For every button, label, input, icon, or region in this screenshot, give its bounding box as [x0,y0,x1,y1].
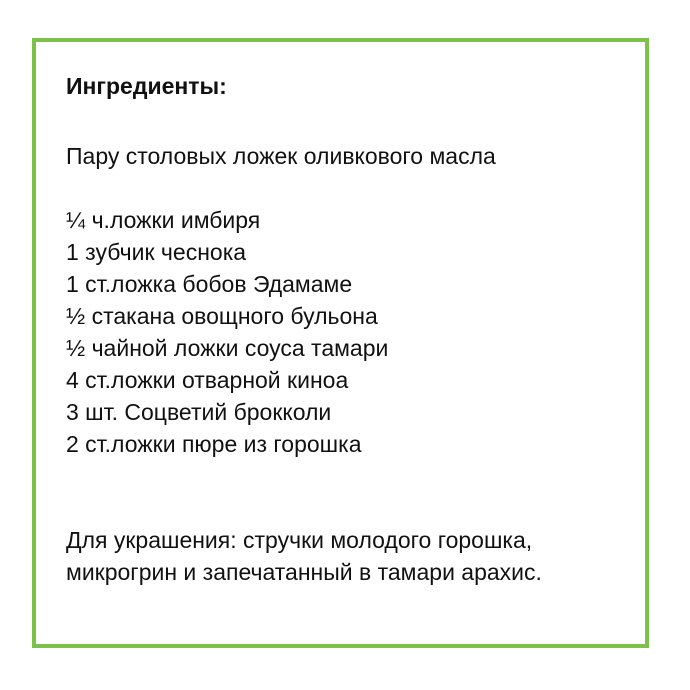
list-item: 1 зубчик чеснока [66,239,247,265]
recipe-text-block [66,70,636,588]
oil-line: Пару столовых ложек оливкового масла [66,143,496,169]
list-item: 2 ст.ложки пюре из горошка [66,431,362,457]
garnish-note: Для украшения: стручки молодого горошка, микрогрин и запечатанный в тамари арахис. [66,527,542,585]
list-item: 3 шт. Соцветий брокколи [66,399,332,425]
list-item: ½ стакана овощного бульона [66,303,378,329]
list-item: 1 ст.ложка бобов Эдамаме [66,271,353,297]
list-item: ¼ ч.ложки имбиря [66,207,261,233]
list-item: 4 ст.ложки отварной киноа [66,367,349,393]
ingredients-heading: Ингредиенты: [66,73,227,99]
ingredients-list [66,204,636,460]
list-item: ½ чайной ложки соуса тамари [66,335,389,361]
